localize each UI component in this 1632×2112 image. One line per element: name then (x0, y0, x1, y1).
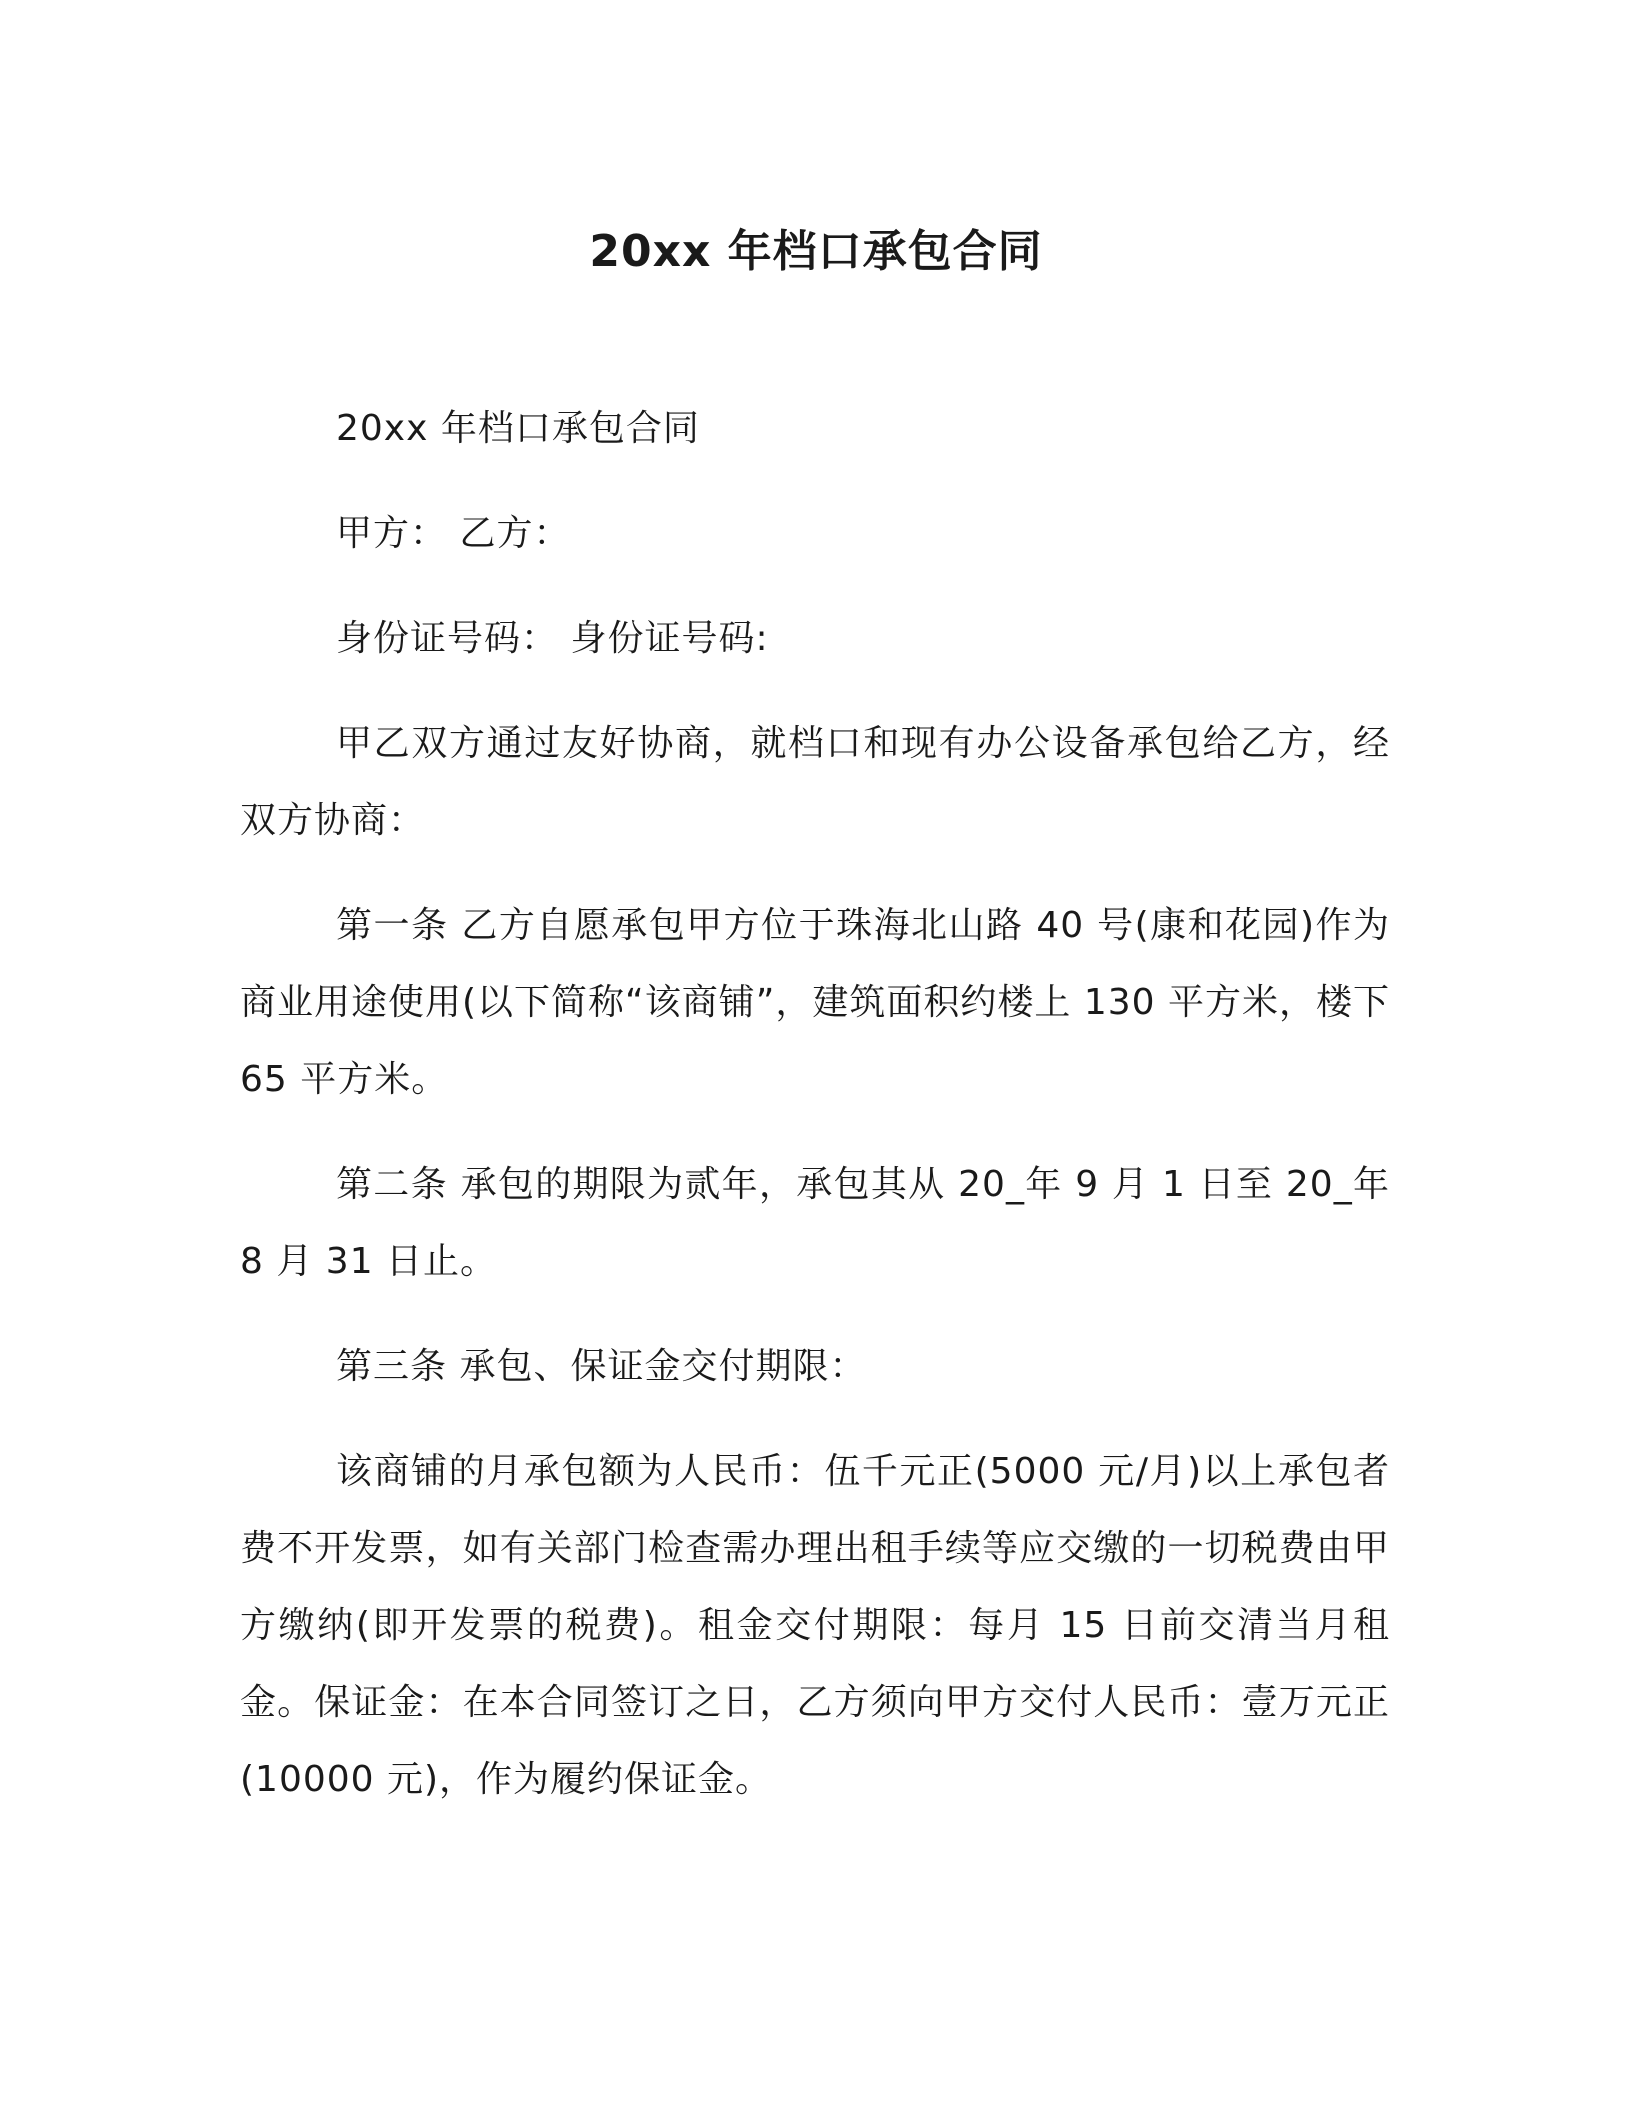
paragraph-article-3: 第三条 承包、保证金交付期限： (336, 1346, 867, 1387)
paragraph-payment-terms: 该商铺的月承包额为人民币：伍千元正(5000 元/月)以上承包者费不开发票，如有关部门检查需办理出租手续等应交缴的一切税费由甲方缴纳(即开发票的税费)。租金交付期限：每月 15 日前交清当月租金。保证金：在本合同签订之日，乙方须向甲方交付人民币：壹万元正(10000 元)，作为履约保证金。 (240, 1451, 1390, 1800)
document-title: 20xx 年档口承包合同 (589, 226, 1043, 277)
paragraph-id-numbers: 身份证号码： 身份证号码: (336, 618, 769, 659)
paragraph-article-1: 第一条 乙方自愿承包甲方位于珠海北山路 40 号(康和花园)作为商业用途使用(以下简称“该商铺”，建筑面积约楼上 130 平方米，楼下 65 平方米。 (240, 905, 1390, 1100)
paragraph-heading: 20xx 年档口承包合同 (336, 408, 700, 449)
paragraph-article-2: 第二条 承包的期限为贰年，承包其从 20_年 9 月 1 日至 20_年 8 月 31 日止。 (240, 1164, 1390, 1282)
document-body (240, 390, 1390, 1846)
paragraph-preamble: 甲乙双方通过友好协商，就档口和现有办公设备承包给乙方，经双方协商： (240, 723, 1390, 841)
paragraph-parties: 甲方： 乙方： (336, 513, 571, 554)
